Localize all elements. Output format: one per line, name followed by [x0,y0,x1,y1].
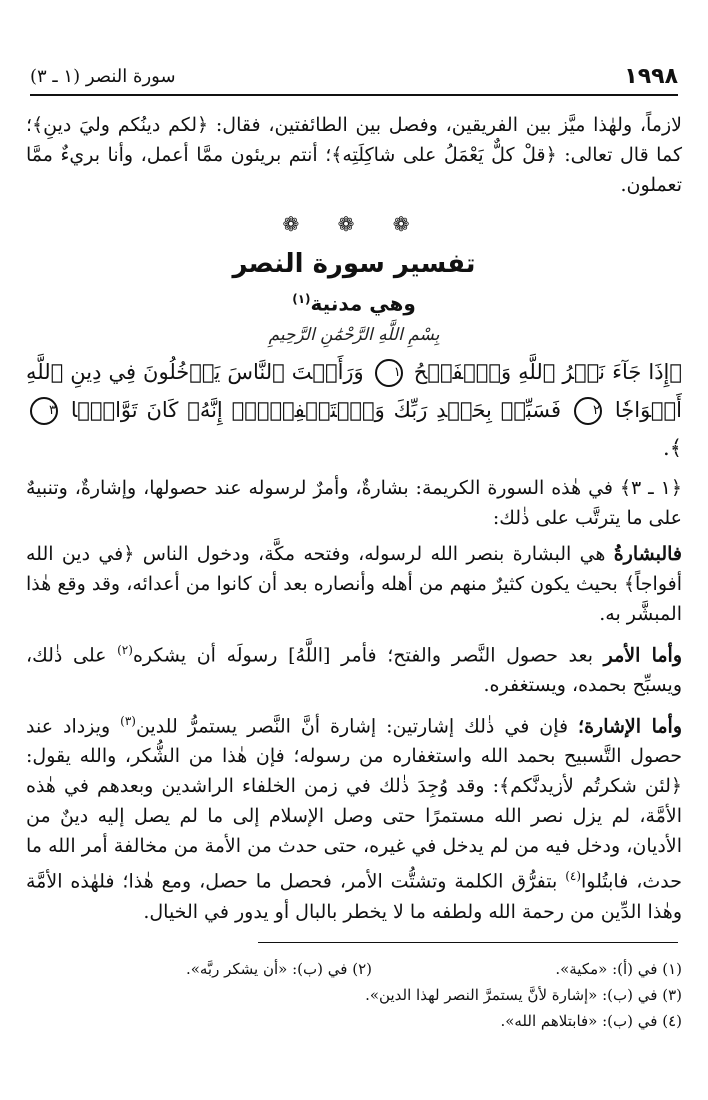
footnote-row [26,956,682,982]
footnote-ref-4[interactable]: (٤) [565,869,582,884]
verse-2: وَرَأَيۡتَ ٱلنَّاسَ يَدۡخُلُونَ فِي دِينِ ٱللَّهِ أَفۡوَاجٗا [26,359,682,422]
verse-number-1: ١ [375,359,403,387]
footnote-row [26,982,682,1008]
indication-heading: وأما الإشارة؛ [578,715,682,738]
indication-text-a: فإن في ذٰلك إشارتين: إشارة أنَّ النَّصر يستمرُّ للدين [135,715,569,738]
chapter-title: تفسير سورة النصر [232,249,476,279]
subtitle-text: وهي مدنية [310,291,416,316]
glad-tidings-heading: فالبشارةُ [613,542,682,565]
footnote-1: (١) في (أ): «مكية». [555,960,682,978]
footnote-row [26,1008,682,1034]
verse-number-3: ٣ [30,397,58,425]
verse-number-2: ٢ [574,397,602,425]
commentary-paragraph-3 [26,635,682,700]
verse-close: ﴾. [663,435,682,460]
chapter-subtitle [26,284,682,319]
page-body [26,110,682,933]
footnote-ref-1[interactable]: (١) [292,292,311,306]
verse-3: فَسَبِّحۡ بِحَمۡدِ رَبِّكَ وَٱسۡتَغۡفِرۡهُۚ إِنَّهُۥ كَانَ تَوَّابَۢا [70,397,562,422]
footnote-2: (٢) في (ب): «أن يشكر ربَّه». [185,960,372,978]
header-divider [30,94,678,96]
command-text-b: على ذٰلك، ويسبِّح بحمده، ويستغفره. [26,643,682,696]
footnote-4: (٤) في (ب): «فابتلاهم الله». [500,1012,682,1030]
footnote-divider [258,942,678,943]
indication-text-c: بتفرُّق الكلمة وتشتُّت الأمر، فحصل ما حصل، ومع هٰذا؛ فلهٰذه الأمَّة وهٰذا الدِّين من رحمة الله ولطفه ما لا يخطر بالبال أو يدور في الخيال. [26,870,682,923]
footnote-3: (٣) في (ب): «إشارة لأنَّ يستمرَّ النصر لهذا الدين». [365,986,682,1004]
footnote-ref-2[interactable]: (٢) [117,642,133,657]
glad-tidings-text: هي البشارة بنصر الله لرسوله، وفتحه مكَّة، ودخول الناس ﴿في دين الله أفواجاً﴾ بحيث يكون كثيرٌ منهم من أهله وأنصاره بعد أن كانوا من أعدائه، وقد وقع هٰذا المبشَّر به. [26,542,682,625]
indication-text-b: ويزداد عند حصول التَّسبيح بحمد الله واستغفاره من رسوله؛ فإن هٰذا من الشُّكر، والله يقول: ﴿لئن شكرتُم لأزيدنَّكم﴾: وقد وُجِدَ ذٰلك في زمن الخلفاء الراشدين وبعدهم في هٰذه الأمَّة، لم يزل نصر الله مستمرًا حتى وصل الإسلام إلى ما لم يصل إليه دينٌ من الأديان، ودخل فيه من لم يدخل في غيره، حتى حدث من الأمة من مخالفة أمر الله ما حدث، فابتُلوا [26,715,682,893]
quran-verses [26,353,682,467]
page-header [30,64,678,92]
command-heading: وأما الأمر [603,643,682,666]
command-text-a: بعد حصول النَّصر والفتح؛ فأمر [اللَّهُ] رسولَه أن يشكره [132,643,593,666]
commentary-paragraph-1: ﴿١ ـ ٣﴾ في هٰذه السورة الكريمة: بشارةٌ، وأمرٌ لرسوله عند حصولها، وإشارةٌ، وتنبيهٌ على ما يترتَّب على ذٰلك: [26,476,683,529]
intro-paragraph: لازماً، ولهٰذا ميَّز بين الفريقين، وفصل بين الطائفتين، فقال: ﴿لكم دينُكم وليَ دينِ﴾؛ كما قال تعالى: ﴿قلْ كلٌّ يَعْمَلُ على شاكِلَتِه﴾؛ أنتم بريئون ممَّا أعمل، وأنا بريءٌ ممَّا تعملون. [26,114,682,196]
section-separator: ❁ ❁ ❁ [282,212,426,236]
commentary-paragraph-4 [26,706,682,927]
commentary-paragraph-2 [26,539,682,629]
footnotes [26,956,682,1034]
footnote-ref-3[interactable]: (٣) [120,713,136,728]
running-title: سورة النصر (١ ـ ٣) [30,66,176,87]
basmala: بِسْمِ اللَّهِ الرَّحْمَٰنِ الرَّحِيمِ [268,324,440,345]
verse-1: ﴿إِذَا جَآءَ نَصۡرُ ٱللَّهِ وَٱلۡفَتۡحُ [413,359,682,384]
page-number: ١٩٩٨ [624,64,678,89]
